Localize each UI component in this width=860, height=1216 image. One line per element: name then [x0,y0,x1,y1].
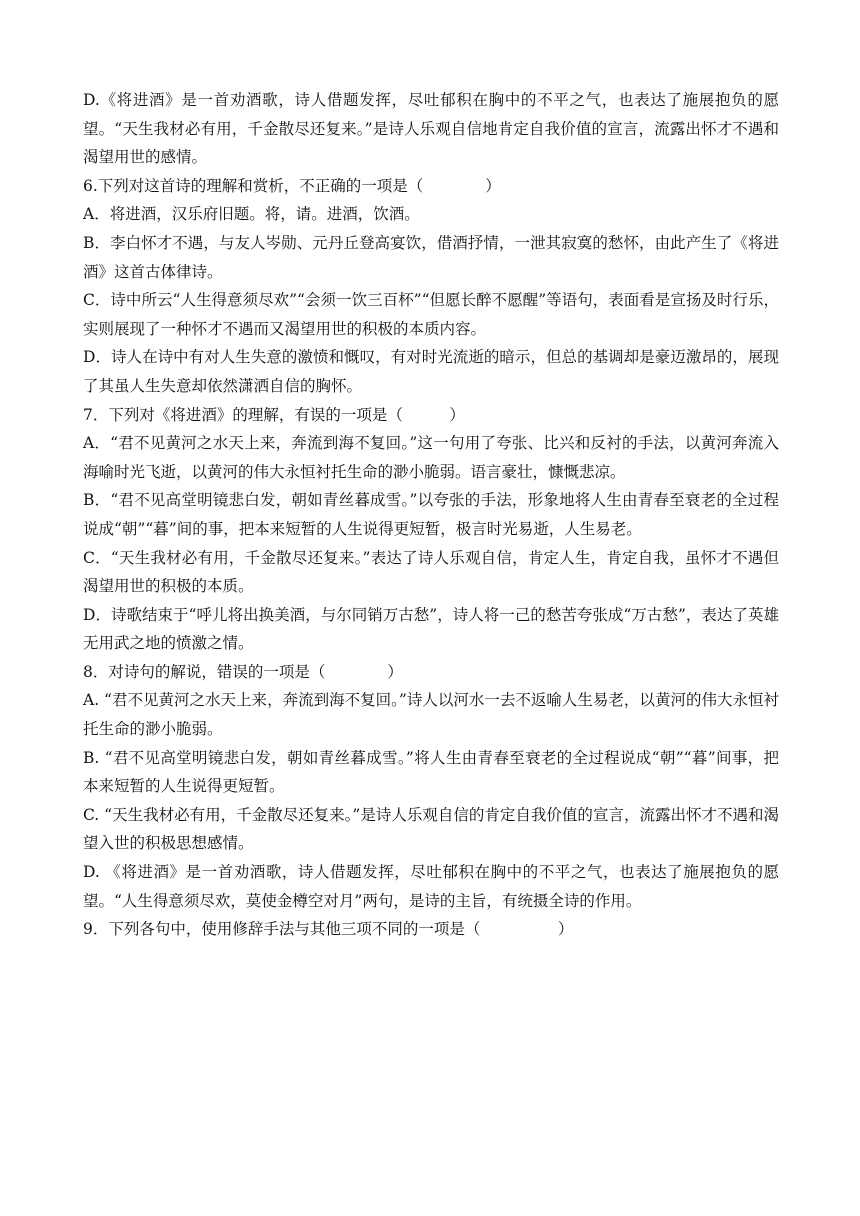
option-c-q7: C．“天生我材必有用，千金散尽还复来。”表达了诗人乐观自信，肯定人生，肯定自我，虽怀才不遇但渴望用世的积极的本质。 [83,548,779,596]
option-d-q8: D. 《将进酒》是一首劝酒歌，诗人借题发挥，尽吐郁积在胸中的不平之气，也表达了施展抱负的愿望。“人生得意须尽欢，莫使金樽空对月”两句，是诗的主旨，有统摄全诗的作用。 [83,863,779,910]
option-b-q6: B．李白怀才不遇，与友人岑勋、元丹丘登高宴饮，借酒抒情，一泄其寂寞的愁怀，由此产生了《将进酒》这首古体律诗。 [83,233,779,281]
option-d-q7: D．诗歌结束于“呼儿将出换美酒，与尔同销万古愁”，诗人将一己的愁苦夸张成“万古愁”，表达了英雄无用武之地的愤激之情。 [83,605,779,653]
option-b-q7: B．“君不见高堂明镜悲白发，朝如青丝暮成雪。”以夸张的手法，形象地将人生由青春至衰老的全过程说成“朝”“暮”间的事，把本来短暂的人生说得更短暂，极言时光易逝，人生易老。 [83,491,779,538]
option-a-q8: A. “君不见黄河之水天上来，奔流到海不复回。”诗人以河水一去不返喻人生易老，以黄河的伟大永恒衬托生命的渺小脆弱。 [83,691,779,739]
option-a-q7: A．“君不见黄河之水天上来，奔流到海不复回。”这一句用了夸张、比兴和反衬的手法，以黄河奔流入海喻时光飞逝，以黄河的伟大永恒衬托生命的渺小脆弱。语言豪壮，慷慨悲凉。 [83,434,779,481]
question-6: 6.下列对这首诗的理解和赏析，不正确的一项是（ ） [83,176,501,195]
option-d-q5: D.《将进酒》是一首劝酒歌，诗人借题发挥，尽吐郁积在胸中的不平之气，也表达了施展抱负的愿望。“天生我材必有用，千金散尽还复来。”是诗人乐观自信地肯定自我价值的宣言，流露出怀才不遇和渴望用世的感情。 [83,91,779,167]
question-9: 9．下列各句中，使用修辞手法与其他三项不同的一项是（ ） [83,920,574,939]
option-c-q6: C．诗中所云“人生得意须尽欢”“会须一饮三百杯”“但愿长醉不愿醒”等语句，表面看是宣扬及时行乐，实则展现了一种怀才不遇而又渴望用世的积极的本质内容。 [83,291,779,338]
option-d-q6: D．诗人在诗中有对人生失意的激愤和慨叹，有对时光流逝的暗示，但总的基调却是豪迈激昂的，展现了其虽人生失意却依然潇洒自信的胸怀。 [83,348,779,395]
option-c-q8: C. “天生我材必有用，千金散尽还复来。”是诗人乐观自信的肯定自我价值的宣言，流露出怀才不遇和渴望入世的积极思想感情。 [83,805,779,853]
document-page [83,86,779,944]
question-7: 7．下列对《将进酒》的理解，有误的一项是（ ） [83,405,465,424]
option-a-q6: A．将进酒，汉乐府旧题。将，请。进酒，饮酒。 [83,205,420,224]
question-8: 8．对诗句的解说，错误的一项是（ ） [83,662,403,681]
option-b-q8: B. “君不见高堂明镜悲白发，朝如青丝暮成雪。”将人生由青春至衰老的全过程说成“朝”“暮”间事，把本来短暂的人生说得更短暂。 [83,748,779,796]
